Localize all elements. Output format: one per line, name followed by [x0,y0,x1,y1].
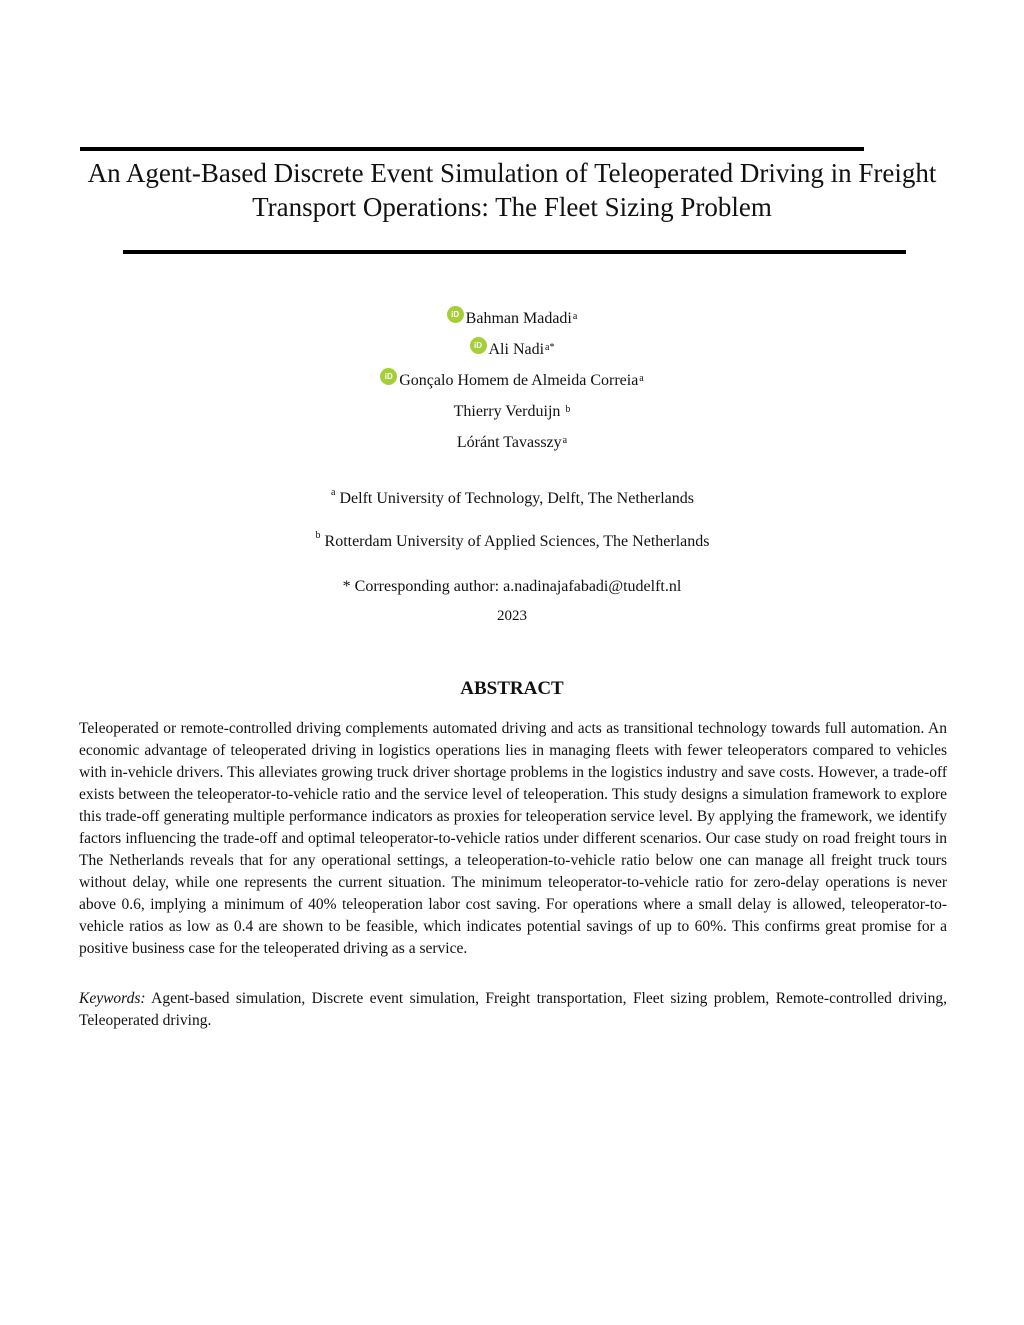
author-name: Gonçalo Homem de Almeida Correia [399,371,639,389]
author-name: Lóránt Tavasszy [456,433,562,451]
author-name: Bahman Madadi [465,309,572,327]
corresponding-author: * Corresponding author: a.nadinajafabadi@tudelft.nl [342,578,682,595]
keywords-label: Keywords: [79,990,146,1007]
affiliation-text: Delft University of Technology, Delft, The Netherlands [339,490,694,507]
orcid-icon[interactable]: iD [470,337,487,354]
affiliation-mark: b [315,529,321,541]
author-tavasszy: Lóránt Tavasszy $^a$ [456,433,568,451]
keywords-text: Agent-based simulation, Discrete event simulation, Freight transportation, Fleet sizing problem, Remote-controlled driving, Teleoperated driving. [79,990,947,1029]
author-madadi: iD Bahman Madadi $^a$ [0,303,1024,334]
orcid-icon[interactable]: iD [447,306,464,323]
abstract-text: Teleoperated or remote-controlled driving complements automated driving and acts as transitional technology towards full automation. An economic advantage of teleoperated driving in logistics operations lies in managing fleets with fewer teleoperators compared to vehicles with in-vehicle drivers. This alleviates growing truck driver shortage problems in the logistics industry and save costs. However, a trade-off exists between the teleoperator-to-vehicle ratio and the service level of teleoperation. This study designs a simulation framework to explore this trade-off generating multiple performance indicators as proxies for teleoperation service level. By applying the framework, we identify factors influencing the trade-off and optimal teleoperator-to-vehicle ratios under different scenarios. Our case study on road freight tours in The Netherlands reveals that for any operational settings, a teleoperation-to-vehicle ratio below one can manage all freight truck tours without delay, while one represents the current situation. The minimum teleoperator-to-vehicle ratio for zero-delay operations is never above 0.6, implying a minimum of 40% teleoperation labor cost saving. For operations where a small delay is allowed, teleoperator-to-vehicle ratios as low as 0.4 are shown to be feasible, which indicates potential savings of up to 60%. This confirms great promise for a positive business case for the teleoperated driving as a service. [79,720,947,957]
affiliation-b [0,529,1024,551]
orcid-icon[interactable]: iD [380,368,397,385]
affiliation-a [0,486,1024,508]
publication-year: 2023 [497,608,527,624]
author-correia: iD Gonçalo Homem de Almeida Correia $^a$ [0,365,1024,396]
author-nadi: iD Ali Nadi $^{a*}$ [0,334,1024,365]
title-line-2: Transport Operations: The Fleet Sizing Problem [252,192,772,222]
abstract-heading: ABSTRACT [460,678,564,699]
title-line-1: An Agent-Based Discrete Event Simulation of Teleoperated Driving in Freight [87,158,937,188]
author-verduijn: Thierry Verduijn $^b$ [453,402,571,420]
affiliation-text: Rotterdam University of Applied Sciences, The Netherlands [324,533,710,550]
title-bottom-rule [123,250,906,254]
keywords [79,988,947,1032]
author-list [0,303,1024,458]
author-name: Ali Nadi [488,340,545,358]
affiliation-mark: a [331,486,336,498]
paper-title [60,156,964,224]
author-name: Thierry Verduijn [453,402,561,420]
title-top-rule [80,147,864,151]
